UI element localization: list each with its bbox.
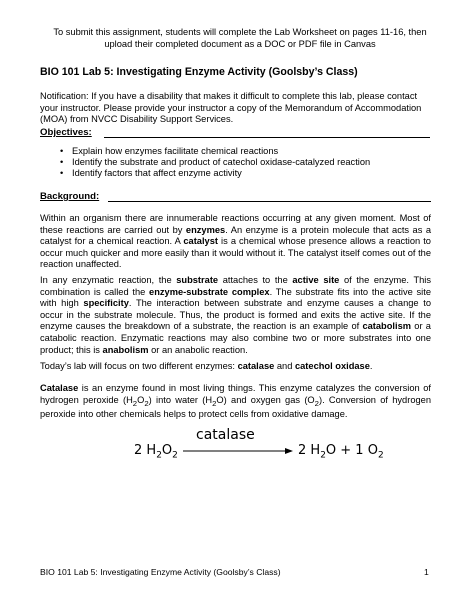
term-enzymes: enzymes xyxy=(185,224,226,235)
background-paragraph-3 xyxy=(40,361,431,373)
text-run: 2 H xyxy=(298,443,321,458)
objectives-heading: Objectives: xyxy=(40,127,92,138)
term-specificity: specificity xyxy=(83,298,129,309)
text-run: 2 H xyxy=(134,443,157,458)
text-run: . The substrate fits into the active site with high xyxy=(40,286,431,309)
subscript: 2 xyxy=(172,450,178,461)
text-run: O xyxy=(137,394,145,405)
term-catabolism: catabolism xyxy=(362,321,412,332)
submission-note xyxy=(30,27,450,50)
term-catalase: catalase xyxy=(237,361,275,371)
background-paragraph-1 xyxy=(40,213,431,271)
objectives-rule xyxy=(104,137,430,138)
subscript: 2 xyxy=(377,450,384,461)
notification-line-3: (MOA) from NVCC Disability Support Services. xyxy=(40,114,234,125)
objective-item: • Identify the substrate and product of catechol oxidase-catalyzed reaction xyxy=(60,157,430,168)
text-run: Today’s lab will focus on two different enzymes: xyxy=(40,361,238,371)
equation-enzyme-label: catalase xyxy=(196,427,255,443)
background-rule xyxy=(108,201,431,202)
text-run: ). Conversion of hydrogen peroxide into other chemicals helps to protect cells from oxidative damage. xyxy=(40,394,432,420)
text-run: O + 1 O xyxy=(325,443,378,458)
submission-note-line-2: upload their completed document as a DOC or PDF file in Canvas xyxy=(104,38,376,49)
reaction-arrow-icon xyxy=(183,446,293,456)
text-run: O) and oxygen gas (O xyxy=(216,394,315,405)
notification-line-2: your instructor. Please provide your instructor a copy of the Memorandum of Accommodation xyxy=(40,102,422,113)
background-paragraph-4 xyxy=(40,383,431,421)
text-run: attaches to the xyxy=(218,275,293,285)
text-run: ) into water (H xyxy=(148,394,213,405)
term-enzyme-substrate-complex: enzyme-substrate complex xyxy=(149,286,270,297)
term-catechol-oxidase: catechol oxidase xyxy=(294,361,370,371)
objective-item: • Identify factors that affect enzyme activity xyxy=(60,168,430,179)
submission-note-line-1: To submit this assignment, students will complete the Lab Worksheet on pages 11-16, then xyxy=(53,27,427,37)
text-run: O xyxy=(161,443,173,458)
text-run: is a chemical whose presence allows a reaction to occur much quicker and more easily than it would without it. The catalyst itself comes out of the reaction unaffected. xyxy=(40,236,432,270)
equation-products xyxy=(298,443,384,461)
text-run: of the enzyme. This combination is called the xyxy=(40,275,432,297)
objectives-list xyxy=(60,146,430,180)
text-run: In any enzymatic reaction, the xyxy=(40,275,177,285)
term-catalyst: catalyst xyxy=(183,236,218,247)
subscript: 2 xyxy=(132,398,138,408)
text-run: . The interaction between substrate and enzyme causes a change to occur in the substrate molecule. Thus, the product is formed and exits the active site. If the enzyme causes the breakdown of a substrate, the reaction is an example of xyxy=(40,298,431,332)
text-run: is an enzyme found in most living things. This enzyme catalyzes the conversion of hydrogen peroxide (H xyxy=(40,383,431,405)
subscript: 2 xyxy=(156,450,162,461)
background-paragraph-2 xyxy=(40,275,431,356)
background-heading: Background: xyxy=(40,191,100,202)
subscript: 2 xyxy=(144,398,149,408)
document-title: BIO 101 Lab 5: Investigating Enzyme Activity (Goolsby’s Class) xyxy=(40,66,358,78)
text-run: . xyxy=(369,361,373,371)
term-active-site: active site xyxy=(292,275,340,285)
term-catalase-bold: Catalase xyxy=(40,383,79,393)
subscript: 2 xyxy=(212,398,217,408)
subscript: 2 xyxy=(320,450,326,461)
term-anabolism: anabolism xyxy=(102,344,149,355)
notification-line-1: Notification: If you have a disability that makes it difficult to complete this lab, please contact xyxy=(40,91,418,101)
objective-item: • Explain how enzymes facilitate chemical reactions xyxy=(60,146,430,157)
term-substrate: substrate xyxy=(176,275,219,285)
text-run: or an anabolic reaction. xyxy=(148,344,248,355)
text-run: Within an organism there are innumerable reactions occurring at any given moment. Most of these reactions are carried out by xyxy=(40,213,431,235)
notification-paragraph xyxy=(40,91,440,126)
page-number: 1 xyxy=(424,567,429,577)
text-run: or a catabolic reaction. Enzymatic reactions may also combine two or more substrates into one product; this is xyxy=(40,321,431,355)
text-run: . An enzyme is a protein molecule that acts as a catalyst for a chemical reaction. A xyxy=(40,224,432,247)
text-run: and xyxy=(274,361,295,371)
equation-reactant xyxy=(134,443,178,461)
subscript: 2 xyxy=(314,398,319,408)
page-footer-text: BIO 101 Lab 5: Investigating Enzyme Activity (Goolsby’s Class) xyxy=(40,567,281,577)
